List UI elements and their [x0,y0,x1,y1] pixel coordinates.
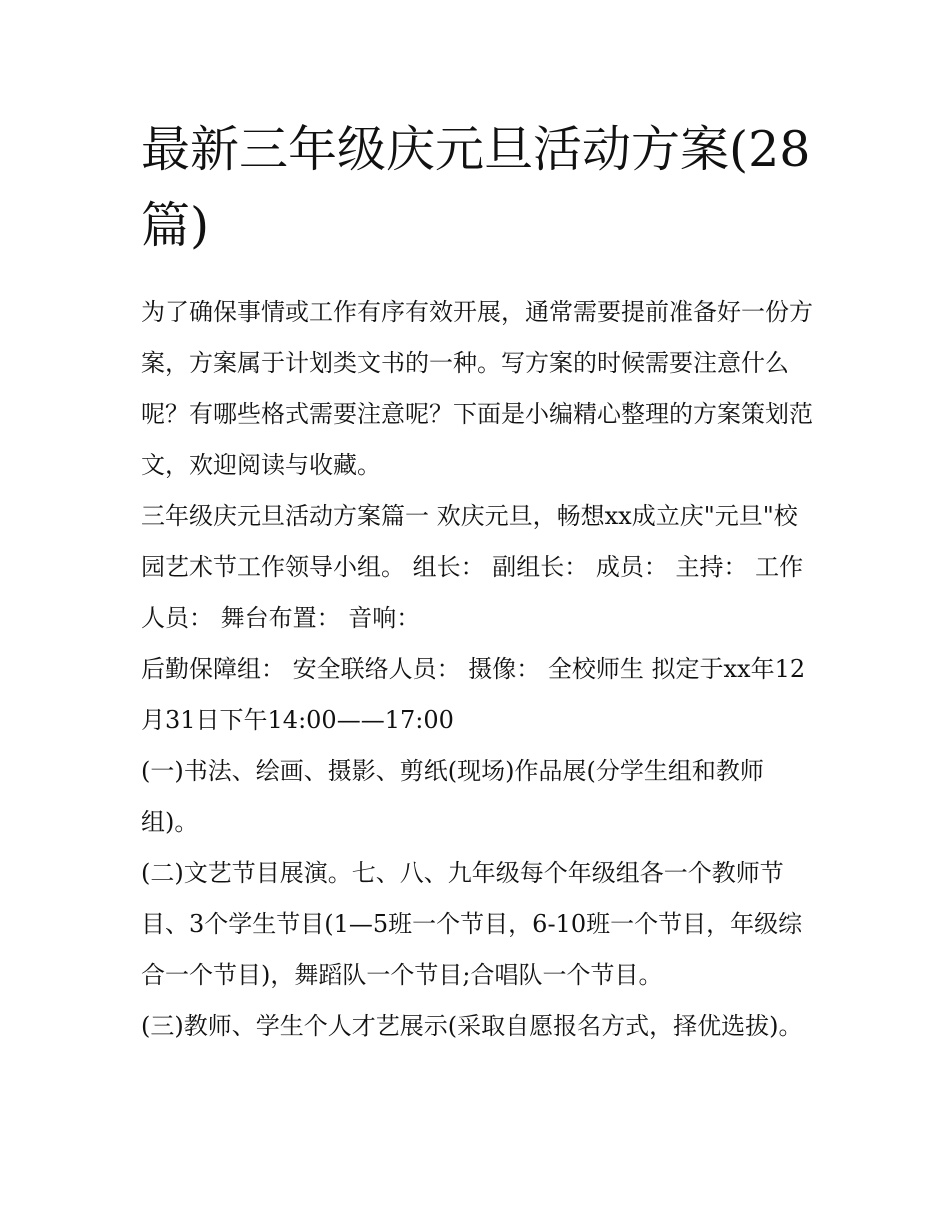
logistics-paragraph: 后勤保障组： 安全联络人员： 摄像： 全校师生 拟定于xx年12月31日下午14:00——17:00 [141,655,806,734]
section-one-paragraph: 三年级庆元旦活动方案篇一 欢庆元旦，畅想xx成立庆"元旦"校园艺术节工作领导小组。 组长： 副组长： 成员： 主持： 工作人员： 舞台布置： 音响： [141,502,804,632]
document-page [141,112,816,1052]
document-body [141,287,816,1052]
item-two-paragraph: (二)文艺节目展演。七、八、九年级每个年级组各一个教师节目、3个学生节目(1—5班一个节目，6-10班一个节目，年级综合一个节目)，舞蹈队一个节目;合唱队一个节目。 [141,859,803,989]
item-three-paragraph: (三)教师、学生个人才艺展示(采取自愿报名方式，择优选拔)。 [141,1012,803,1040]
intro-paragraph: 为了确保事情或工作有序有效开展，通常需要提前准备好一份方案，方案属于计划类文书的一种。写方案的时候需要注意什么呢？有哪些格式需要注意呢？下面是小编精心整理的方案策划范文，欢迎阅读与收藏。 [141,298,813,479]
item-one-paragraph: (一)书法、绘画、摄影、剪纸(现场)作品展(分学生组和教师组)。 [141,757,764,836]
document-title: 最新三年级庆元旦活动方案(28篇) [141,121,811,254]
